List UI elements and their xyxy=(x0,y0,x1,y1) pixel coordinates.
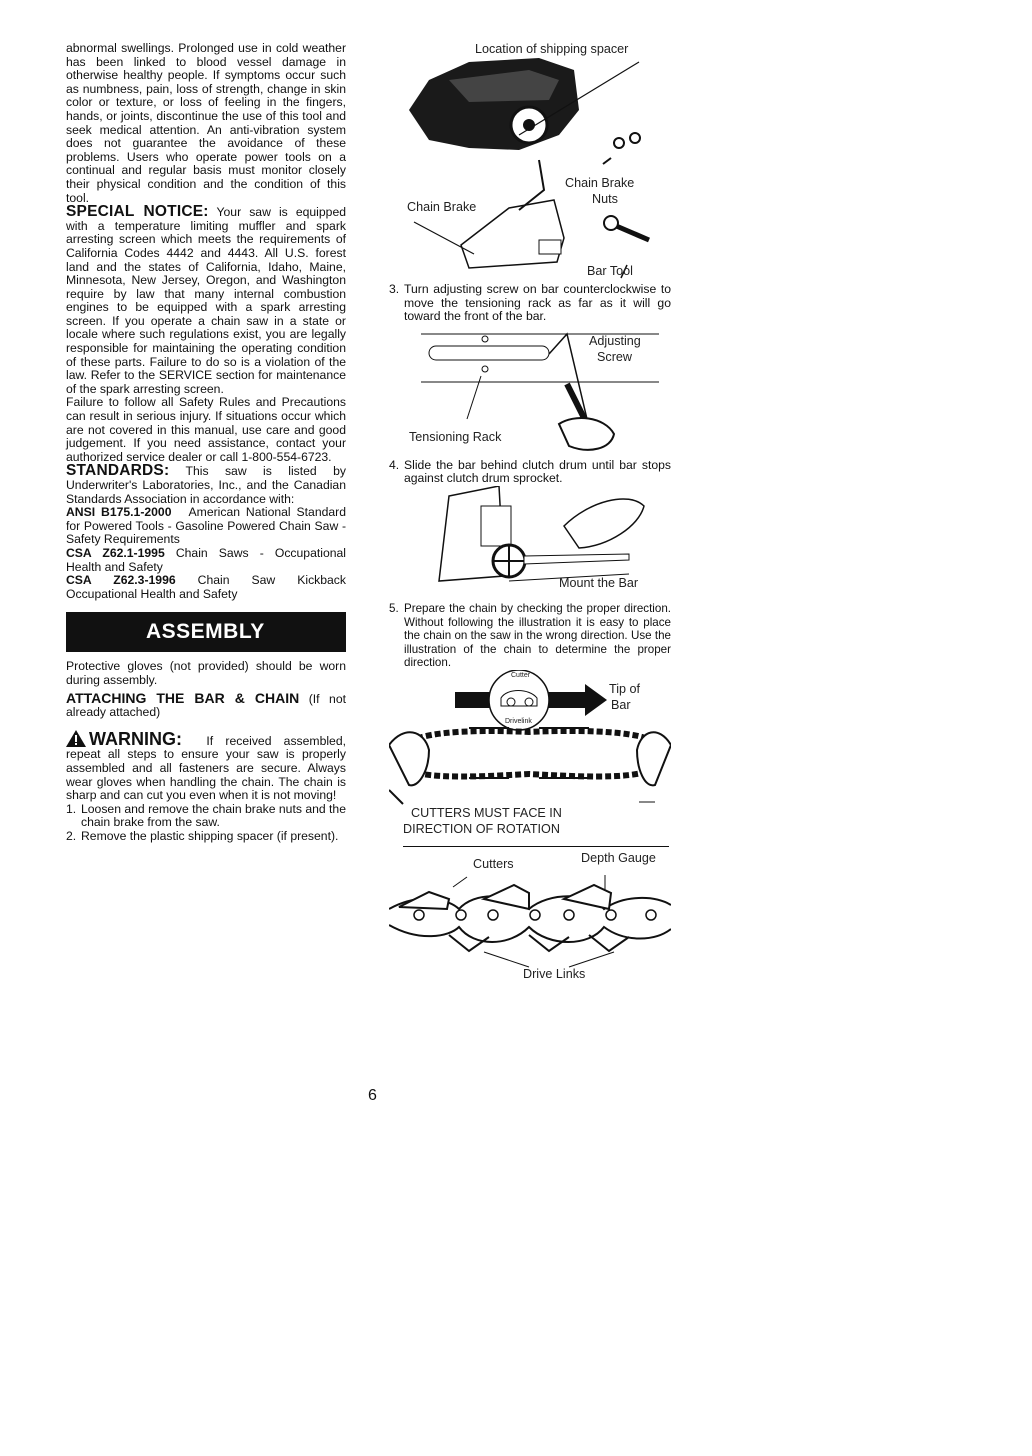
standard-csa-z62-1 xyxy=(66,547,346,574)
cutter-small-label: Cutter xyxy=(511,671,531,679)
attaching-heading: ATTACHING THE BAR & CHAIN xyxy=(66,689,300,706)
special-notice-text: Your saw is equipped with a temperature limiting muffler and spark arresting screen which meets the requirements of California Codes 4442 and 4443. All U.S. forest land and the states of California, Idaho, Maine, Minnesota, New Jersey, Oregon, and Washington require by law that many internal combustion engines to be equipped with a spark arresting screen. If you operate a chain saw in a state or locale where such regulations exist, you are legally responsible for maintaining the operating condition of these parts. Failure to do so is a violation of the law. Refer to the SERVICE section for maintenance of the spark arresting screen. xyxy=(66,205,347,396)
steps-list xyxy=(66,803,346,844)
cutters-direction-caption: DIRECTION OF ROTATION xyxy=(403,821,560,836)
cutters-direction-caption: CUTTERS MUST FACE IN xyxy=(411,805,562,820)
step-number: 4. xyxy=(389,457,400,472)
chain-direction-figure xyxy=(389,670,671,840)
special-notice-paragraph xyxy=(66,205,346,396)
step-number: 2. xyxy=(66,828,77,843)
chain-parts-illustration xyxy=(389,847,671,987)
standards-paragraph xyxy=(66,464,346,506)
standard-text: Chain Saw Kickback Occupational Health and Safety xyxy=(66,573,346,601)
assembly-banner: ASSEMBLY xyxy=(66,612,346,652)
cutters-label: Cutters xyxy=(473,856,514,871)
drive-links-label: Drive Links xyxy=(523,966,586,981)
attaching-paragraph xyxy=(66,689,346,720)
attaching-note: (If not already attached) xyxy=(66,691,346,720)
standard-code: CSA Z62.1-1995 xyxy=(66,545,165,560)
step-text: Slide the bar behind clutch drum until bar stops against clutch drum sprocket. xyxy=(404,457,671,486)
standards-text: This saw is listed by Underwriter's Laboratories, Inc., and the Canadian Standards Association in accordance with: xyxy=(66,464,346,506)
warning-text: If received assembled, repeat all steps to ensure your saw is properly assembled and all fasteners are secure. Always wear gloves when handling the chain. The chain is sharp and can cut you even when it is not moving! xyxy=(66,733,346,803)
tip-of-bar-label: Tip of xyxy=(609,681,641,696)
failure-paragraph: Failure to follow all Safety Rules and Precautions can result in serious injury. If situations occur which are not covered in this manual, use care and good judgement. If you need assistance, contact your authorized service dealer or call 1-800-554-6723. xyxy=(66,395,346,464)
mount-bar-label: Mount the Bar xyxy=(559,575,639,590)
left-column xyxy=(66,42,346,843)
shipping-spacer-label: Location of shipping spacer xyxy=(475,42,629,56)
standard-text: Chain Saws - Occupational Health and Safety xyxy=(66,545,346,574)
step-number: 1. xyxy=(66,801,77,816)
tip-of-bar-label: Bar xyxy=(611,697,631,712)
depth-gauge-label: Depth Gauge xyxy=(581,850,656,865)
standards-heading: STANDARDS: xyxy=(66,462,170,480)
list-item xyxy=(389,602,671,670)
adjusting-screw-label: Adjusting xyxy=(589,333,641,348)
standard-code: CSA Z62.3-1996 xyxy=(66,573,176,588)
chain-brake-nuts-label: Nuts xyxy=(592,192,618,206)
step-text: Loosen and remove the chain brake nuts and the chain brake from the saw. xyxy=(81,801,346,830)
tensioning-rack-label: Tensioning Rack xyxy=(409,429,502,444)
step-text: Turn adjusting screw on bar counterclockwise to move the tensioning rack as far as it will go toward the front of the bar. xyxy=(404,282,671,324)
step-number: 5. xyxy=(389,601,399,615)
right-column xyxy=(389,40,671,987)
step-number: 3. xyxy=(389,282,400,296)
standard-text: American National Standard for Powered Tools - Gasoline Powered Chain Saw - Safety Requirements xyxy=(66,505,346,547)
intro-paragraph: abnormal swellings. Prolonged use in cold weather has been linked to blood vessel damage in otherwise healthy people. If symptoms occur such as numbness, pain, loss of strength, change in skin color or texture, or loss of feeling in the fingers, hands, or joints, discontinue the use of this tool and seek medical attention. An anti-vibration system does not guarantee the avoidance of these problems. Users who operate power tools on a continual and regular basis must monitor closely their physical condition and the condition of this tool. xyxy=(66,41,346,205)
adjusting-screw-label: Screw xyxy=(597,349,632,364)
chain-brake-label: Chain Brake xyxy=(407,200,477,214)
drivelink-small-label: Drivelink xyxy=(505,717,532,725)
chain-brake-illustration xyxy=(389,40,671,283)
chain-brake-figure xyxy=(389,40,671,283)
warning-paragraph xyxy=(66,730,346,803)
list-item xyxy=(389,459,671,486)
standard-code: ANSI B175.1-2000 xyxy=(66,505,172,520)
list-item xyxy=(389,283,671,324)
standard-ansi xyxy=(66,506,346,547)
list-item xyxy=(66,830,346,844)
warning-triangle-icon xyxy=(66,730,86,747)
gloves-paragraph: Protective gloves (not provided) should be worn during assembly. xyxy=(66,659,346,687)
bar-tool-label: Bar Tool xyxy=(587,264,633,278)
mount-bar-figure xyxy=(389,486,671,596)
chain-brake-nuts-label: Chain Brake xyxy=(565,176,635,190)
page-number: 6 xyxy=(368,1087,377,1104)
chain-parts-figure xyxy=(389,847,671,987)
adjusting-screw-figure xyxy=(389,324,671,459)
step-text: Prepare the chain by checking the proper direction. Without following the illustration it is easy to place the chain on the saw in the wrong direction. Use the illustration of the chain to determine the proper direction. xyxy=(404,601,671,670)
list-item xyxy=(66,803,346,830)
warning-heading: WARNING: xyxy=(89,728,182,749)
standard-csa-z62-3 xyxy=(66,574,346,601)
special-notice-heading: SPECIAL NOTICE: xyxy=(66,203,209,221)
step-text: Remove the plastic shipping spacer (if present). xyxy=(81,828,339,843)
